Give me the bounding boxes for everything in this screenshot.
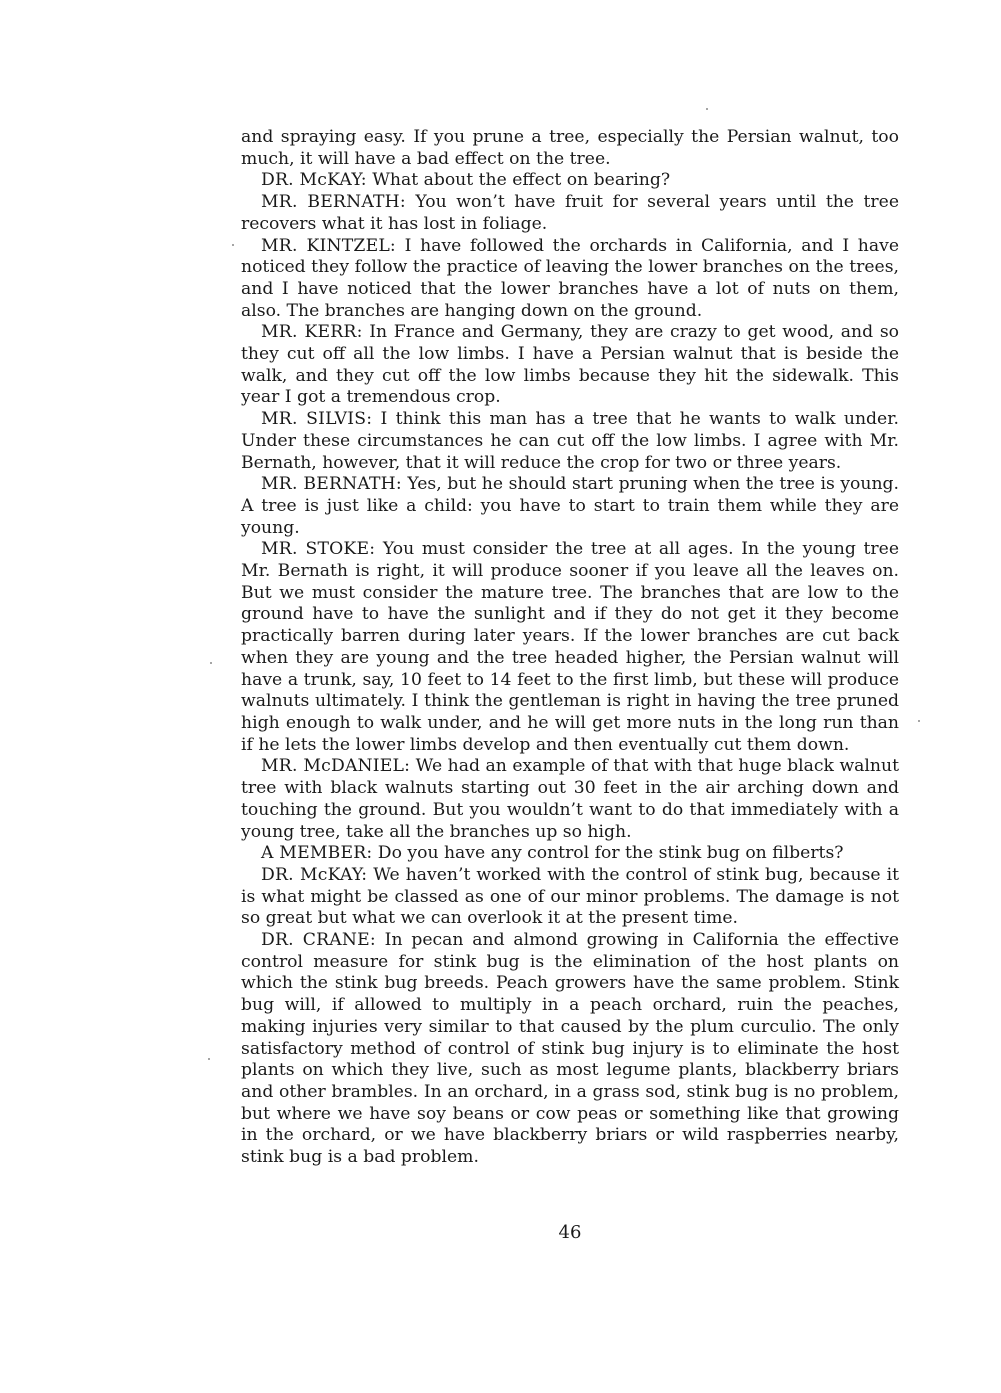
- speaker-label: MR. McDANIEL:: [261, 756, 411, 777]
- speaker-label: MR. BERNATH:: [261, 192, 406, 213]
- paragraph-text: What about the effect on bearing?: [366, 170, 671, 191]
- paragraph-text: We had an example of that with that huge black walnut tree with black walnuts starting out 30 feet in the air arching down and touching the ground. But you wouldn’t want to do that immediately with a young tree, take all the branches up so high.: [241, 756, 899, 842]
- paragraph-7: [241, 539, 899, 756]
- scan-speck: [918, 720, 920, 722]
- paragraph-8: [241, 756, 899, 843]
- speaker-label: MR. STOKE:: [261, 539, 376, 560]
- speaker-label: MR. BERNATH:: [261, 474, 402, 495]
- page-number: 46: [558, 1222, 582, 1243]
- paragraph-10: [241, 865, 899, 930]
- speaker-label: MR. SILVIS:: [261, 409, 373, 430]
- paragraph-text: We haven’t worked with the control of stink bug, because it is what might be classed as one of our minor problems. The damage is not so great but what we can overlook it at the present time.: [241, 864, 899, 929]
- paragraph-11: [241, 930, 899, 1169]
- paragraph-6: [241, 474, 899, 539]
- scan-speck: [706, 108, 708, 110]
- paragraph-text: Yes, but he should start pruning when the tree is young. A tree is just like a child: you have to start to train them while they are young.: [241, 474, 899, 538]
- scan-speck: [232, 244, 234, 246]
- paragraph-text: Do you have any control for the stink bug on filberts?: [372, 843, 844, 864]
- paragraph-text: and spraying easy. If you prune a tree, especially the Persian walnut, too much, it will have a bad effect on the tree.: [241, 127, 899, 169]
- paragraph-text: You must consider the tree at all ages. In the young tree Mr. Bernath is right, it will produce sooner if you leave all the leaves on. But we must consider the mature tree. The branches that are low to the ground have to have the sunlight and if they do not get it they become practically barren during later years. If the lower branches are cut back when they are young and the tree headed higher, the Persian walnut will have a trunk, say, 10 feet to 14 feet to the first limb, but these will produce walnuts ultimately. I think the gentleman is right in having the tree pruned high enough to walk under, and he will get more nuts in the long run than if he lets the lower limbs develop and then eventually cut them down.: [241, 539, 899, 755]
- scan-speck: [210, 662, 212, 664]
- paragraph-4: [241, 322, 899, 409]
- speaker-label: DR. McKAY:: [261, 170, 367, 191]
- speaker-label: MR. KERR:: [261, 322, 363, 343]
- speaker-label: DR. CRANE:: [261, 930, 376, 951]
- paragraph-5: [241, 409, 899, 474]
- scan-speck: [208, 1058, 210, 1060]
- paragraph-text: I think this man has a tree that he wants to walk under. Under these circumstances he can cut off the low limbs. I agree with Mr. Bernath, however, that it will reduce the crop for two or three years.: [241, 409, 899, 473]
- paragraph-1: [241, 170, 899, 192]
- body-text: [241, 127, 899, 1169]
- speaker-label: A MEMBER:: [261, 843, 373, 864]
- paragraph-2: [241, 192, 899, 235]
- paragraph-0: [241, 127, 899, 170]
- speaker-label: DR. McKAY:: [261, 864, 368, 885]
- paragraph-text: In pecan and almond growing in California the effective control measure for stink bug is the elimination of the host plants on which the stink bug breeds. Peach growers have the same problem. Stink bug will, if allowed to multiply in a peach orchard, ruin the peaches, making injuries very similar to that caused by the plum curculio. The only satisfactory method of control of stink bug injury is to eliminate the host plants on which they live, such as most legume plants, blackberry briars and other brambles. In an orchard, in a grass sod, stink bug is no problem, but where we have soy beans or cow peas or something like that growing in the orchard, or we have blackberry briars or wild raspberries nearby, stink bug is a bad problem.: [241, 930, 899, 1168]
- paragraph-text: I have followed the orchards in California, and I have noticed they follow the practice of leaving the lower branches on the trees, and I have noticed that the lower branches have a lot of nuts on them, also. The branches are hanging down on the ground.: [241, 235, 899, 321]
- paragraph-text: In France and Germany, they are crazy to get wood, and so they cut off all the low limbs. I have a Persian walnut that is beside the walk, and they cut off the low limbs because they hit the sidewalk. This year I got a tremendous crop.: [241, 322, 899, 408]
- paragraph-text: You won’t have fruit for several years until the tree recovers what it has lost in foliage.: [241, 192, 899, 234]
- paragraph-3: [241, 236, 899, 323]
- paragraph-9: [241, 843, 899, 865]
- speaker-label: MR. KINTZEL:: [261, 235, 396, 256]
